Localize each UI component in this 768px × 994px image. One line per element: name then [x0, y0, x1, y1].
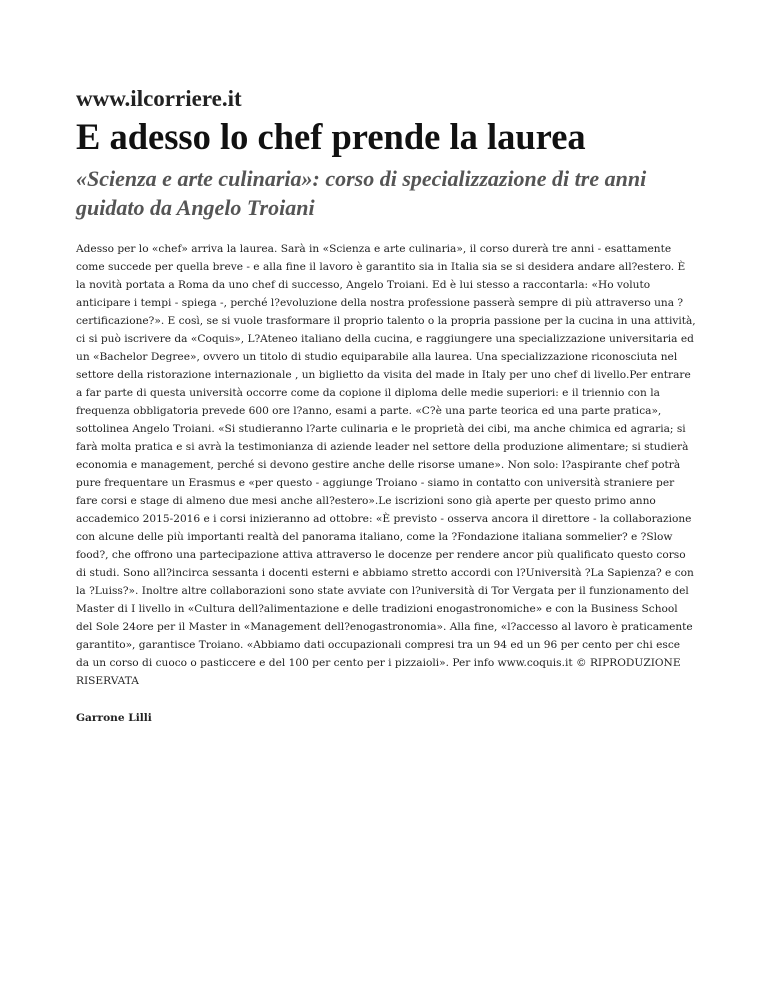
site-name: www.ilcorriere.it [76, 86, 242, 111]
article [76, 84, 696, 726]
headline: E adesso lo chef prende la laurea [76, 116, 586, 157]
author-byline: Garrone Lilli [76, 712, 152, 724]
subheadline: «Scienza e arte culinaria»: corso di specializzazione di tre anni guidato da Angelo Troiani [76, 166, 647, 220]
article-body: Adesso per lo «chef» arriva la laurea. Sarà in «Scienza e arte culinaria», il corso durerà tre anni - esattamente come succede per quella breve - e alla fine il lavoro è garantito sia in Italia sia se si desidera andare all?estero. È la novità portata a Roma da uno chef di successo, Angelo Troiani. Ed è lui stesso a raccontarla: «Ho voluto anticipare i tempi - spiega -, perché l?evoluzione della nostra professione passerà sempre di più attraverso una ?certificazione?». E così, se si vuole trasformare il proprio talento o la propria passione per la cucina in una attività, ci si può iscrivere da «Coquis», L?Ateneo italiano della cucina, e raggiungere una specializzazione universitaria ed un «Bachelor Degree», ovvero un titolo di studio equiparabile alla laurea. Una specializzazione riconosciuta nel settore della ristorazione internazionale , un biglietto da visita del made in Italy per uno chef di livello.Per entrare a far parte di questa università occorre come da copione il diploma delle medie superiori: e il triennio con la frequenza obbligatoria prevede 600 ore l?anno, esami a parte. «C?è una parte teorica ed una parte pratica», sottolinea Angelo Troiani. «Si studieranno l?arte culinaria e le proprietà dei cibi, ma anche chimica ed agraria; si farà molta pratica e si avrà la testimonianza di aziende leader nel settore della produzione alimentare; si studierà economia e management, perché si devono gestire anche delle risorse umane». Non solo: l?aspirante chef potrà pure frequentare un Erasmus e «per questo - aggiunge Troiano - siamo in contatto con università straniere per fare corsi e stage di almeno due mesi anche all?estero».Le iscrizioni sono già aperte per questo primo anno accademico 2015-2016 e i corsi inizieranno ad ottobre: «È previsto - osserva ancora il direttore - la collaborazione con alcune delle più importanti realtà del panorama italiano, come la ?Fondazione italiana sommelier? e ?Slow food?, che offrono una partecipazione attiva attraverso le docenze per rendere ancor più qualificato questo corso di studi. Sono all?incirca sessanta i docenti esterni e abbiamo stretto accordi con l?Università ?La Sapienza? e con la ?Luiss?». Inoltre altre collaborazioni sono state avviate con l?università di Tor Vergata per il funzionamento del Master di I livello in «Cultura dell?alimentazione e delle tradizioni enogastronomiche» e con la Business School del Sole 24ore per il Master in «Management dell?enogastronomia». Alla fine, «l?accesso al lavoro è praticamente garantito», garantisce Troiano. «Abbiamo dati occupazionali compresi tra un 94 ed un 96 per cento per chi esce da un corso di cuoco o pasticcere e del 100 per cento per i pizzaioli». Per info www.coquis.it © RIPRODUZIONE RISERVATA [76, 243, 696, 687]
